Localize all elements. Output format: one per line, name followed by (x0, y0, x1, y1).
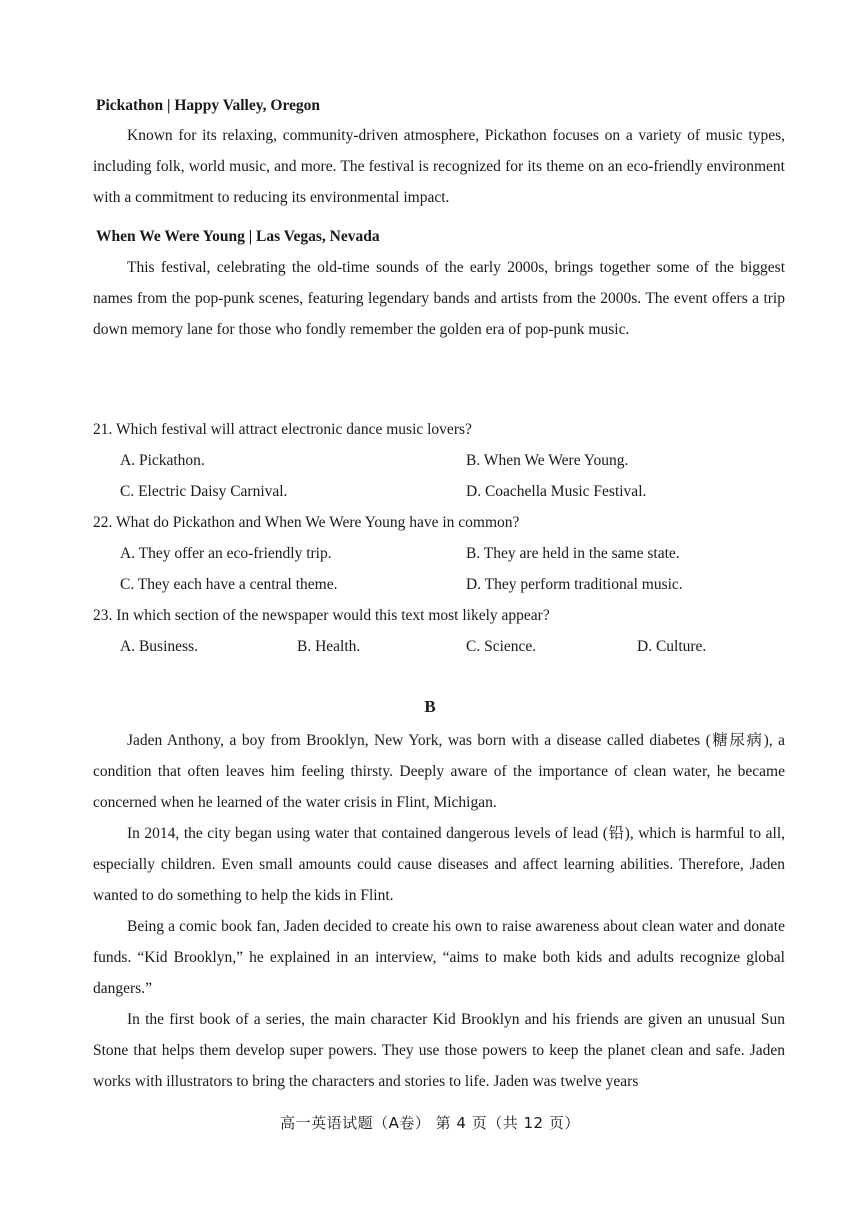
festival-heading-pickathon: Pickathon | Happy Valley, Oregon (96, 97, 321, 114)
q22-option-c: C. They each have a central theme. (120, 576, 338, 593)
festival-heading-wwwy: When We Were Young | Las Vegas, Nevada (96, 228, 380, 245)
q22-option-a: A. They offer an eco-friendly trip. (120, 545, 332, 562)
passage-b-paragraph-3: Being a comic book fan, Jaden decided to create his own to raise awareness about clean water and donate funds. “Kid Brooklyn,” he explained in an interview, “aims to make both kids and adults recognize global dangers.” (93, 918, 785, 997)
question-21: 21. Which festival will attract electronic dance music lovers? (93, 421, 472, 438)
festival-text-pickathon: Known for its relaxing, community-driven atmosphere, Pickathon focuses on a variety of music types, including folk, world music, and more. The festival is recognized for its theme on an eco-friendly environment with a commitment to reducing its environmental impact. (93, 127, 785, 206)
q21-option-a: A. Pickathon. (120, 452, 205, 469)
q23-option-a: A. Business. (120, 638, 198, 655)
passage-b-paragraph-4: In the first book of a series, the main character Kid Brooklyn and his friends are given an unusual Sun Stone that helps them develop super powers. They use those powers to keep the planet clean and safe. Jaden works with illustrators to bring the characters and stories to life. Jaden was twelve years (93, 1011, 785, 1090)
section-letter: B (424, 697, 436, 716)
q23-option-b: B. Health. (297, 638, 361, 655)
passage-b-paragraph-2: In 2014, the city began using water that contained dangerous levels of lead (铅), which is harmful to all, especially children. Even small amounts could cause diseases and affect learning abilities. Therefore, Jaden wanted to do something to help the kids in Flint. (93, 825, 785, 904)
q23-option-c: C. Science. (466, 638, 537, 655)
q21-option-b: B. When We Were Young. (466, 452, 629, 469)
question-23: 23. In which section of the newspaper would this text most likely appear? (93, 607, 550, 624)
passage-b-paragraph-1: Jaden Anthony, a boy from Brooklyn, New York, was born with a disease called diabetes (糖尿病), a condition that often leaves him feeling thirsty. Deeply aware of the importance of clean water, he became concerned when he learned of the water crisis in Flint, Michigan. (93, 732, 785, 811)
question-22: 22. What do Pickathon and When We Were Young have in common? (93, 514, 520, 531)
q21-option-d: D. Coachella Music Festival. (466, 483, 647, 500)
q22-option-d: D. They perform traditional music. (466, 576, 683, 593)
q23-option-d: D. Culture. (637, 638, 707, 655)
page-footer: 高一英语试题（A卷） 第 4 页（共 12 页） (280, 1114, 580, 1132)
q21-option-c: C. Electric Daisy Carnival. (120, 483, 288, 500)
q22-option-b: B. They are held in the same state. (466, 545, 680, 562)
festival-text-wwwy: This festival, celebrating the old-time sounds of the early 2000s, brings together some of the biggest names from the pop-punk scenes, featuring legendary bands and artists from the 2000s. The event offers a trip down memory lane for those who fondly remember the golden era of pop-punk music. (93, 259, 785, 338)
